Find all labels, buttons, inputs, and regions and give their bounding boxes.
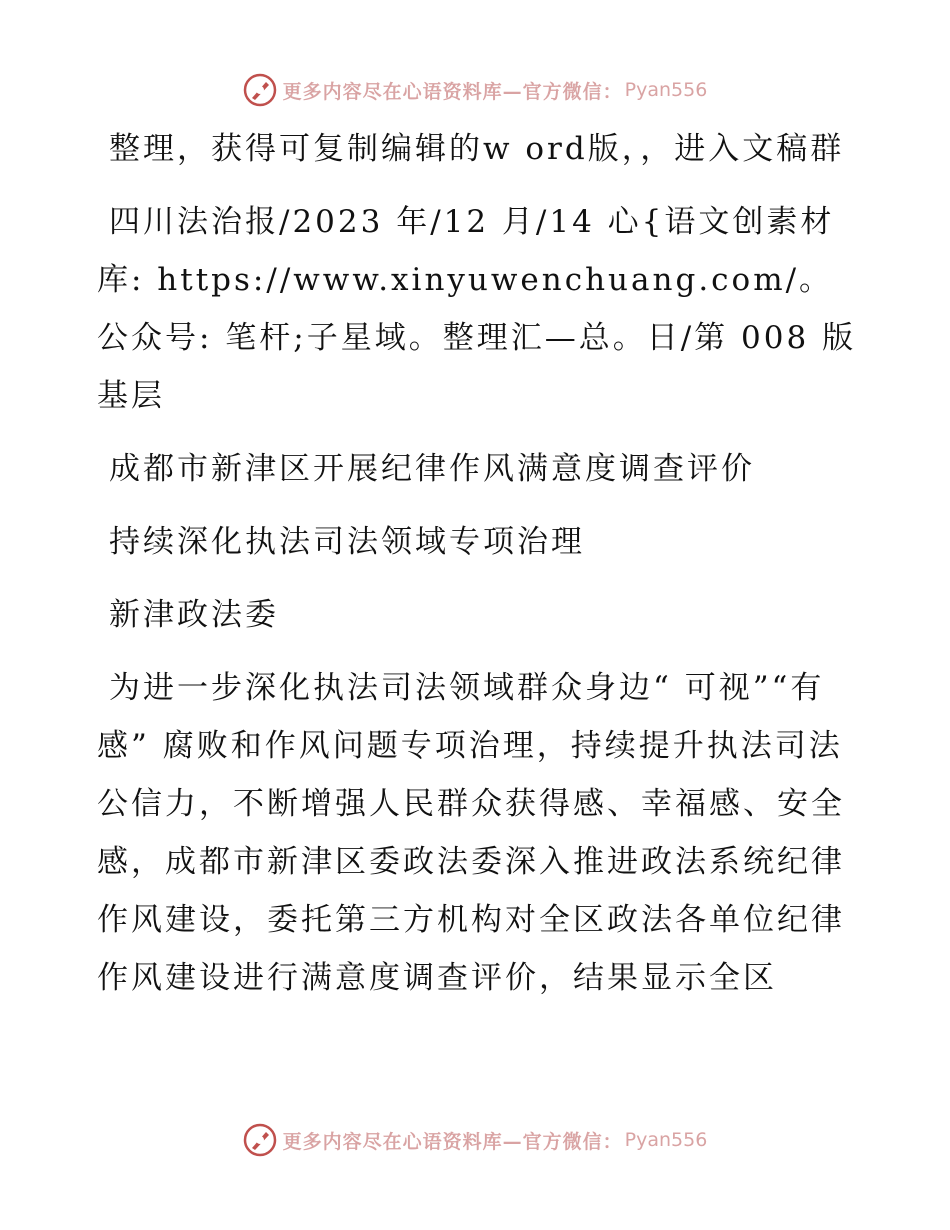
article-subtitle: 持续深化执法司法领域专项治理 — [109, 524, 585, 560]
document-body — [97, 120, 857, 1022]
paragraph-intro: 整理，获得可复制编辑的w ord版，，进入文稿群 — [109, 131, 845, 167]
quill-logo-icon — [243, 1123, 277, 1157]
banner-text: 更多内容尽在心语资料库—官方微信： — [282, 80, 623, 103]
paragraph-body: 为进一步深化执法司法领域群众身边“ 可视”“有感” 腐败和作风问题专项治理，持续提升执法司法公信力，不断增强人民群众获得感、幸福感、安全感，成都市新津区委政法委深入推进政法系统纪律作风建设，委托第三方机构对全区政法各单位纪律作风建设进行满意度调查评价，结果显示全区 — [97, 670, 845, 996]
banner-wechat-id: Pyan556 — [624, 79, 708, 101]
banner-wechat-id: Pyan556 — [624, 1129, 708, 1151]
quill-logo-icon — [243, 73, 277, 107]
banner-text: 更多内容尽在心语资料库—官方微信： — [282, 1130, 623, 1153]
header-banner — [0, 70, 950, 110]
paragraph-source: 四川法治报/2023 年/12 月/14 心{语文创素材库: https://www.xinyuwenchuang.com/。公众号: 笔杆;子星域。整理汇—总。日/第 008 版基层 — [97, 204, 857, 414]
footer-banner — [0, 1120, 950, 1160]
article-title: 成都市新津区开展纪律作风满意度调查评价 — [109, 451, 755, 487]
article-author: 新津政法委 — [109, 597, 279, 633]
